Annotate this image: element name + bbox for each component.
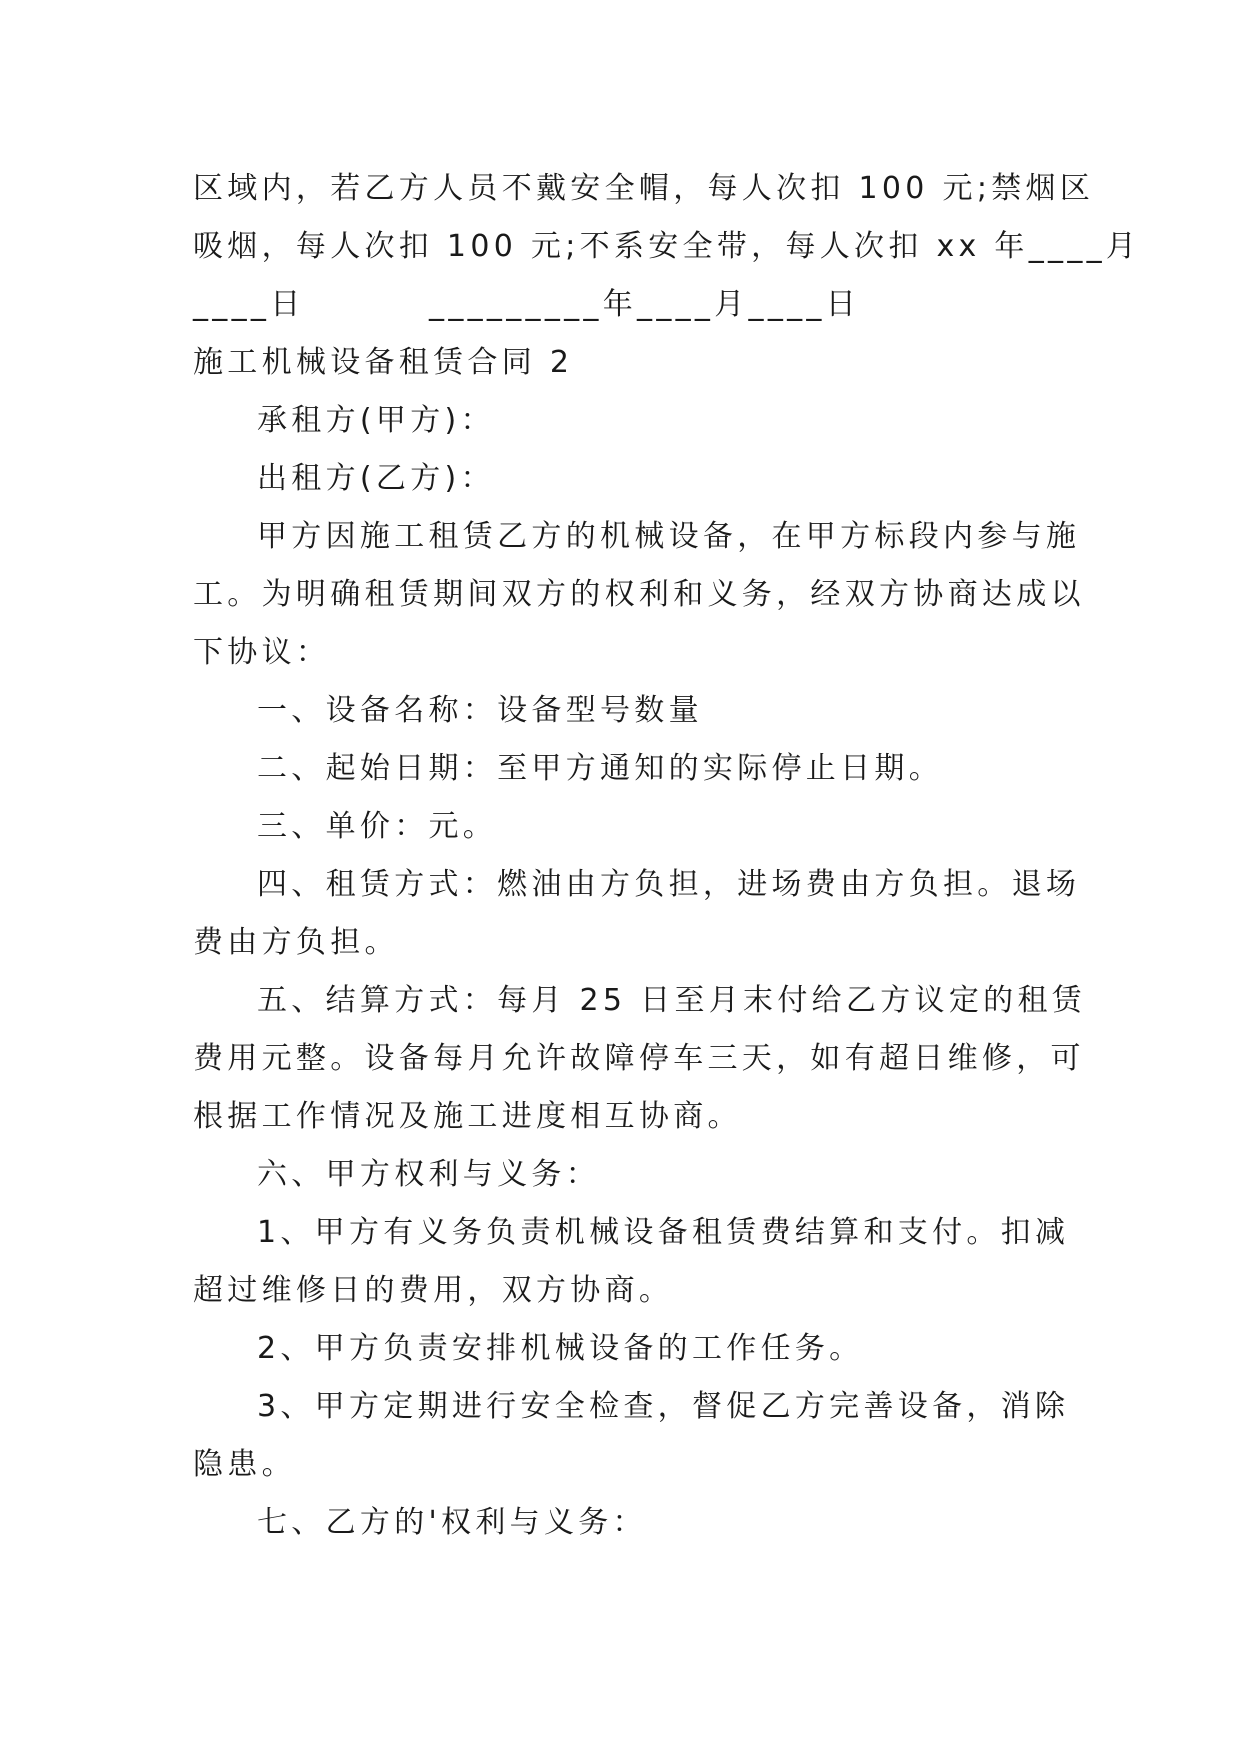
date-blank-line: ____日 _________年____月____日 xyxy=(193,287,861,322)
text-line: 甲方因施工租赁乙方的机械设备，在甲方标段内参与施 xyxy=(257,519,1081,554)
lessor-label: 出租方(乙方)： xyxy=(257,461,495,496)
list-item: 3、甲方定期进行安全检查，督促乙方完善设备，消除 xyxy=(257,1389,1070,1424)
text-line: 隐患。 xyxy=(193,1447,296,1482)
lessee-label: 承租方(甲方)： xyxy=(257,403,495,438)
clause-start-date: 二、起始日期：至甲方通知的实际停止日期。 xyxy=(257,751,943,786)
text-line: 费用元整。设备每月允许故障停车三天，如有超日维修，可 xyxy=(193,1041,1085,1076)
clause-party-b-rights: 七、乙方的'权利与义务： xyxy=(257,1505,647,1540)
clause-lease-method: 四、租赁方式：燃油由方负担，进场费由方负担。退场 xyxy=(257,867,1081,902)
document-body xyxy=(193,160,1141,1552)
list-item: 1、甲方有义务负责机械设备租赁费结算和支付。扣减 xyxy=(257,1215,1070,1250)
text-line: 区域内，若乙方人员不戴安全帽，每人次扣 100 元;禁烟区 xyxy=(193,171,1095,206)
text-line: 超过维修日的费用，双方协商。 xyxy=(193,1273,674,1308)
text-line: 下协议： xyxy=(193,635,331,670)
clause-party-a-rights: 六、甲方权利与义务： xyxy=(257,1157,600,1192)
text-line: 费由方负担。 xyxy=(193,925,399,960)
clause-equipment-name: 一、设备名称：设备型号数量 xyxy=(257,693,703,728)
section-title: 施工机械设备租赁合同 2 xyxy=(193,345,574,380)
list-item: 2、甲方负责安排机械设备的工作任务。 xyxy=(257,1331,864,1366)
text-line: 工。为明确租赁期间双方的权利和义务，经双方协商达成以 xyxy=(193,577,1085,612)
text-line: 根据工作情况及施工进度相互协商。 xyxy=(193,1099,742,1134)
text-line: 吸烟，每人次扣 100 元;不系安全带，每人次扣 xx 年____月 xyxy=(193,229,1141,264)
clause-settlement: 五、结算方式：每月 25 日至月末付给乙方议定的租赁 xyxy=(257,983,1087,1018)
clause-unit-price: 三、单价：元。 xyxy=(257,809,498,844)
